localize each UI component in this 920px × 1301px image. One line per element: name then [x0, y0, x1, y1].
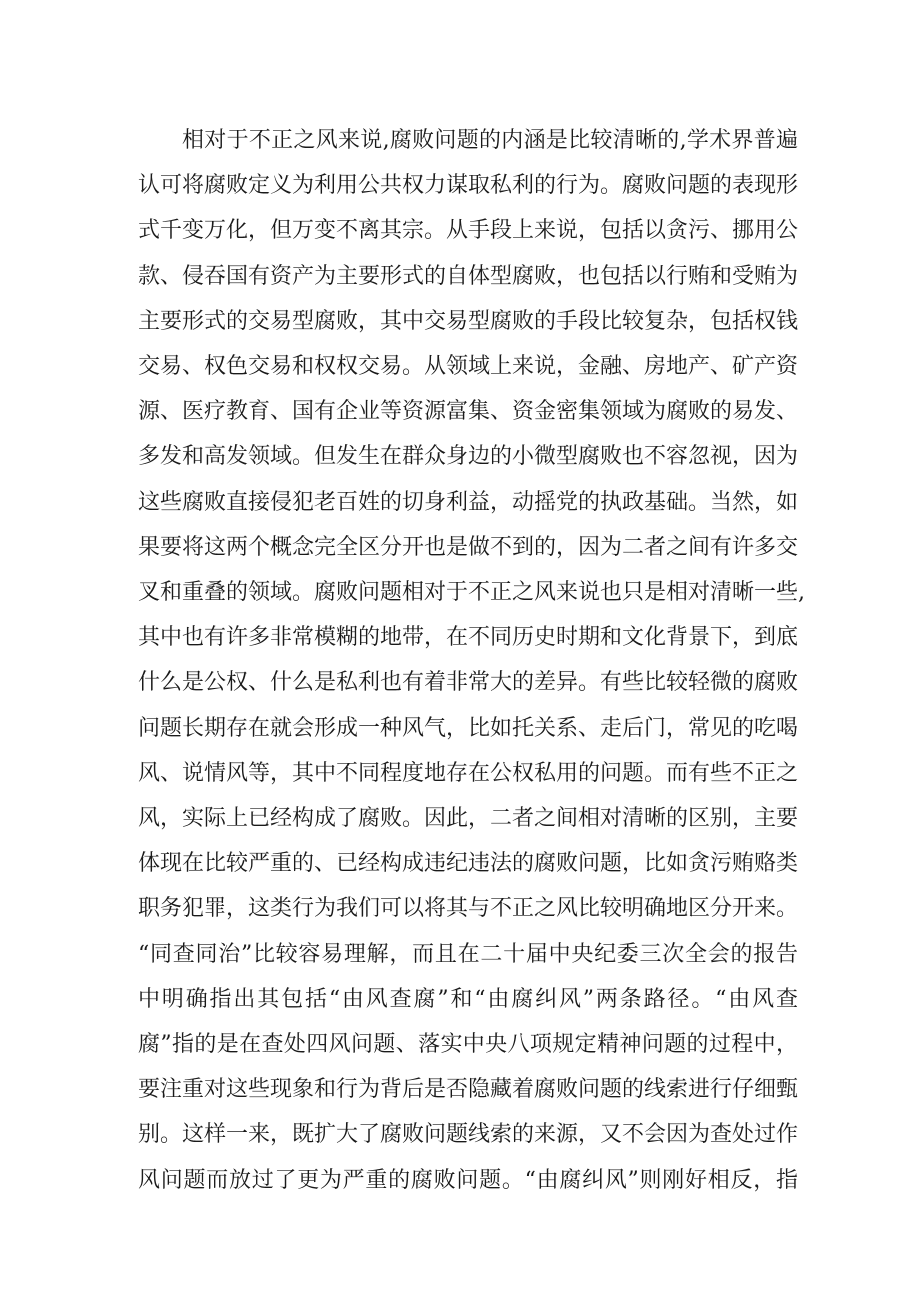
text-line-10: 果要将这两个概念完全区分开也是做不到的，因为二者之间有许多交	[138, 534, 799, 560]
text-line-1: 相对于不正之风来说,腐败问题的内涵是比较清晰的,学术界普遍	[182, 128, 798, 153]
text-line-18: 职务犯罪，这类行为我们可以将其与不正之风比较明确地区分开来。	[138, 896, 799, 922]
body-paragraph	[138, 118, 805, 1203]
text-line-7: 源、医疗教育、国有企业等资源富集、资金密集领域为腐败的易发、	[138, 399, 799, 425]
text-line-17: 体现在比较严重的、已经构成违纪违法的腐败问题，比如贪污贿赂类	[138, 851, 799, 877]
text-line-20: 中明确指出其包括“由风查腐”和“由腐纠风”两条路径。“由风查	[138, 986, 798, 1012]
text-line-13: 什么是公权、什么是私利也有着非常大的差异。有些比较轻微的腐败	[138, 670, 799, 696]
text-line-11: 叉和重叠的领域。腐败问题相对于不正之风来说也只是相对清晰一些,	[138, 580, 805, 606]
text-line-22: 要注重对这些现象和行为背后是否隐藏着腐败问题的线索进行仔细甄	[138, 1077, 799, 1103]
text-line-14: 问题长期存在就会形成一种风气，比如托关系、走后门，常见的吃喝	[138, 715, 799, 741]
text-line-15: 风、说情风等，其中不同程度地存在公权私用的问题。而有些不正之	[138, 760, 799, 786]
text-line-9: 这些腐败直接侵犯老百姓的切身利益，动摇党的执政基础。当然，如	[138, 489, 799, 515]
text-line-16: 风，实际上已经构成了腐败。因此，二者之间相对清晰的区别，主要	[138, 806, 799, 832]
text-line-5: 主要形式的交易型腐败，其中交易型腐败的手段比较复杂，包括权钱	[138, 308, 799, 334]
text-line-6: 交易、权色交易和权权交易。从领域上来说，金融、房地产、矿产资	[138, 354, 799, 380]
text-line-3: 式千变万化，但万变不离其宗。从手段上来说，包括以贪污、挪用公	[138, 218, 799, 244]
text-line-4: 款、侵吞国有资产为主要形式的自体型腐败，也包括以行贿和受贿为	[138, 263, 799, 289]
text-line-24: 风问题而放过了更为严重的腐败问题。“由腐纠风”则刚好相反，指	[138, 1167, 798, 1193]
text-line-19: “同查同治”比较容易理解，而且在二十届中央纪委三次全会的报告	[138, 941, 798, 967]
text-line-2: 认可将腐败定义为利用公共权力谋取私利的行为。腐败问题的表现形	[138, 173, 799, 199]
text-line-21: 腐”指的是在查处四风问题、落实中央八项规定精神问题的过程中，	[138, 1032, 798, 1058]
text-line-23: 别。这样一来，既扩大了腐败问题线索的来源，又不会因为查处过作	[138, 1122, 799, 1148]
text-line-12: 其中也有许多非常模糊的地带，在不同历史时期和文化背景下，到底	[138, 625, 799, 651]
text-line-8: 多发和高发领域。但发生在群众身边的小微型腐败也不容忽视，因为	[138, 444, 799, 470]
